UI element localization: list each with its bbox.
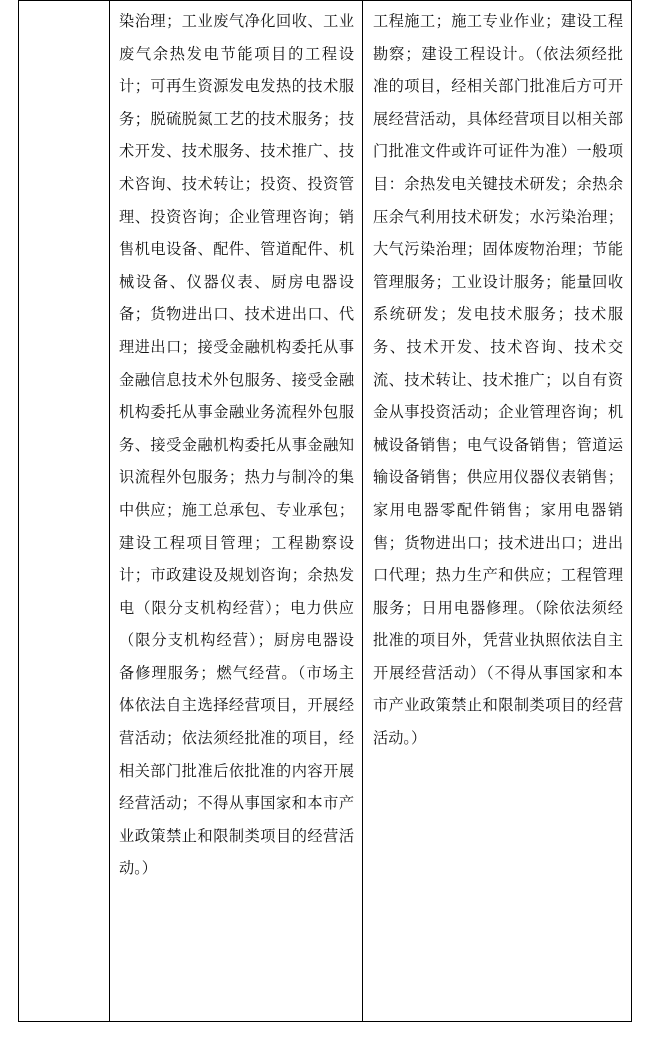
table-cell-new-scope [363,1,632,1022]
table-cell-original-scope [110,1,363,1022]
cell-text-new-scope: 工程施工；施工专业作业；建设工程勘察；建设工程设计。（依法须经批准的项目，经相关部门批准后方可开展经营活动，具体经营项目以相关部门批准文件或许可证件为准）一般项目：余热发电关键技术研发；余热余压余气利用技术研发；水污染治理；大气污染治理；固体废物治理；节能管理服务；工业设计服务；能量回收系统研发；发电技术服务；技术服务、技术开发、技术咨询、技术交流、技术转让、技术推广；以自有资金从事投资活动；企业管理咨询；机械设备销售；电气设备销售；管道运输设备销售；供应用仪器仪表销售；家用电器零配件销售；家用电器销售；货物进出口；技术进出口；进出口代理；热力生产和供应；工程管理服务；日用电器修理。（除依法须经批准的项目外，凭营业执照依法自主开展经营活动）（不得从事国家和本市产业政策禁止和限制类项目的经营活动。） [373,12,623,748]
table-cell-label [19,1,110,1022]
table-row [19,1,632,1022]
business-scope-table [18,0,632,1022]
cell-text-original-scope: 染治理；工业废气净化回收、工业废气余热发电节能项目的工程设计；可再生资源发电发热的技术服务；脱硫脱氮工艺的技术服务；技术开发、技术服务、技术推广、技术咨询、技术转让；投资、投资管理、投资咨询；企业管理咨询；销售机电设备、配件、管道配件、机械设备、仪器仪表、厨房电器设备；货物进出口、技术进出口、代理进出口；接受金融机构委托从事金融信息技术外包服务、接受金融机构委托从事金融业务流程外包服务、接受金融机构委托从事金融知识流程外包服务；热力与制冷的集中供应；施工总承包、专业承包；建设工程项目管理；工程勘察设计；市政建设及规划咨询；余热发电（限分支机构经营）；电力供应（限分支机构经营）；厨房电器设备修理服务；燃气经营。（市场主体依法自主选择经营项目，开展经营活动；依法须经批准的项目，经相关部门批准后依批准的内容开展经营活动；不得从事国家和本市产业政策禁止和限制类项目的经营活动。） [119,12,354,878]
cell-text-label [19,1,109,5]
